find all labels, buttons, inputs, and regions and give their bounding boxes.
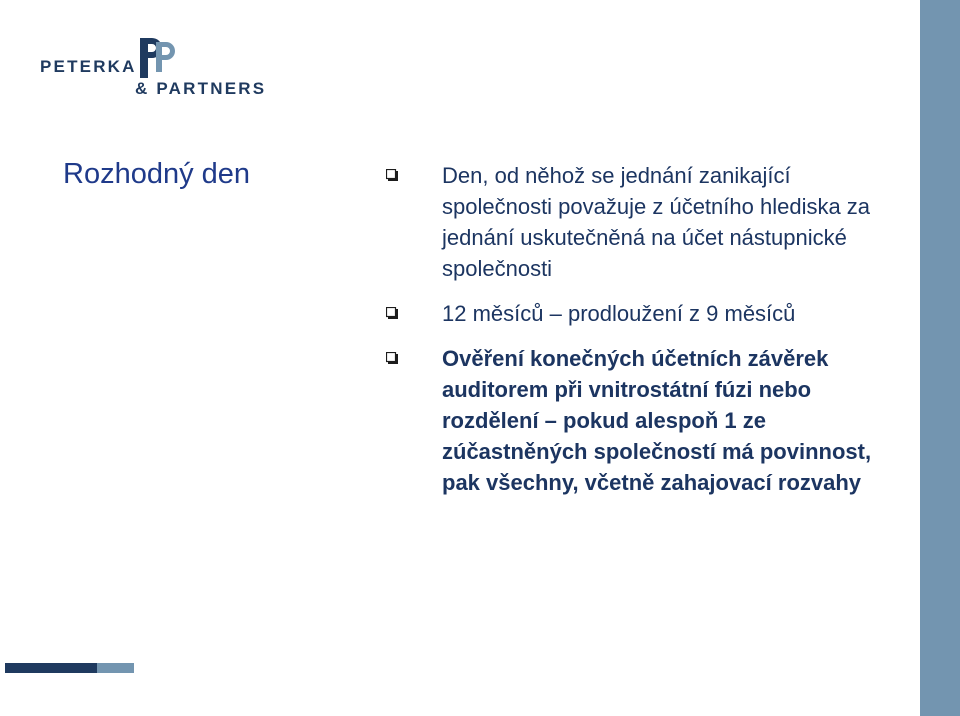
bullet-text: Den, od něhož se jednání zanikající společnosti považuje z účetního hlediska za jednání uskutečněná na účet nástupnické společnosti bbox=[442, 163, 871, 281]
checkbox-bullet-icon bbox=[386, 307, 398, 319]
company-logo bbox=[40, 36, 280, 102]
bullet-text: 12 měsíců – prodloužení z 9 měsíců bbox=[442, 301, 796, 326]
checkbox-bullet-icon bbox=[386, 169, 398, 181]
bullet-item bbox=[386, 343, 906, 498]
bottom-stripe-light bbox=[97, 663, 134, 673]
bullet-item bbox=[386, 298, 906, 329]
logo-pp-monogram-icon bbox=[136, 36, 180, 80]
logo-peterka-text: PETERKA bbox=[40, 57, 137, 76]
decorative-side-bar bbox=[920, 0, 960, 716]
bullet-item bbox=[386, 160, 906, 284]
bottom-stripe-dark bbox=[5, 663, 97, 673]
slide-title: Rozhodný den bbox=[63, 158, 251, 190]
bullet-text: Ověření konečných účetních závěrek auditorem při vnitrostátní fúzi nebo rozdělení – pokud alespoň 1 ze zúčastněných společností má povinnost, pak všechny, včetně zahajovací rozvahy bbox=[442, 346, 872, 495]
logo-partners-text: & PARTNERS bbox=[135, 79, 267, 98]
checkbox-bullet-icon bbox=[386, 352, 398, 364]
bullet-list bbox=[386, 160, 906, 512]
